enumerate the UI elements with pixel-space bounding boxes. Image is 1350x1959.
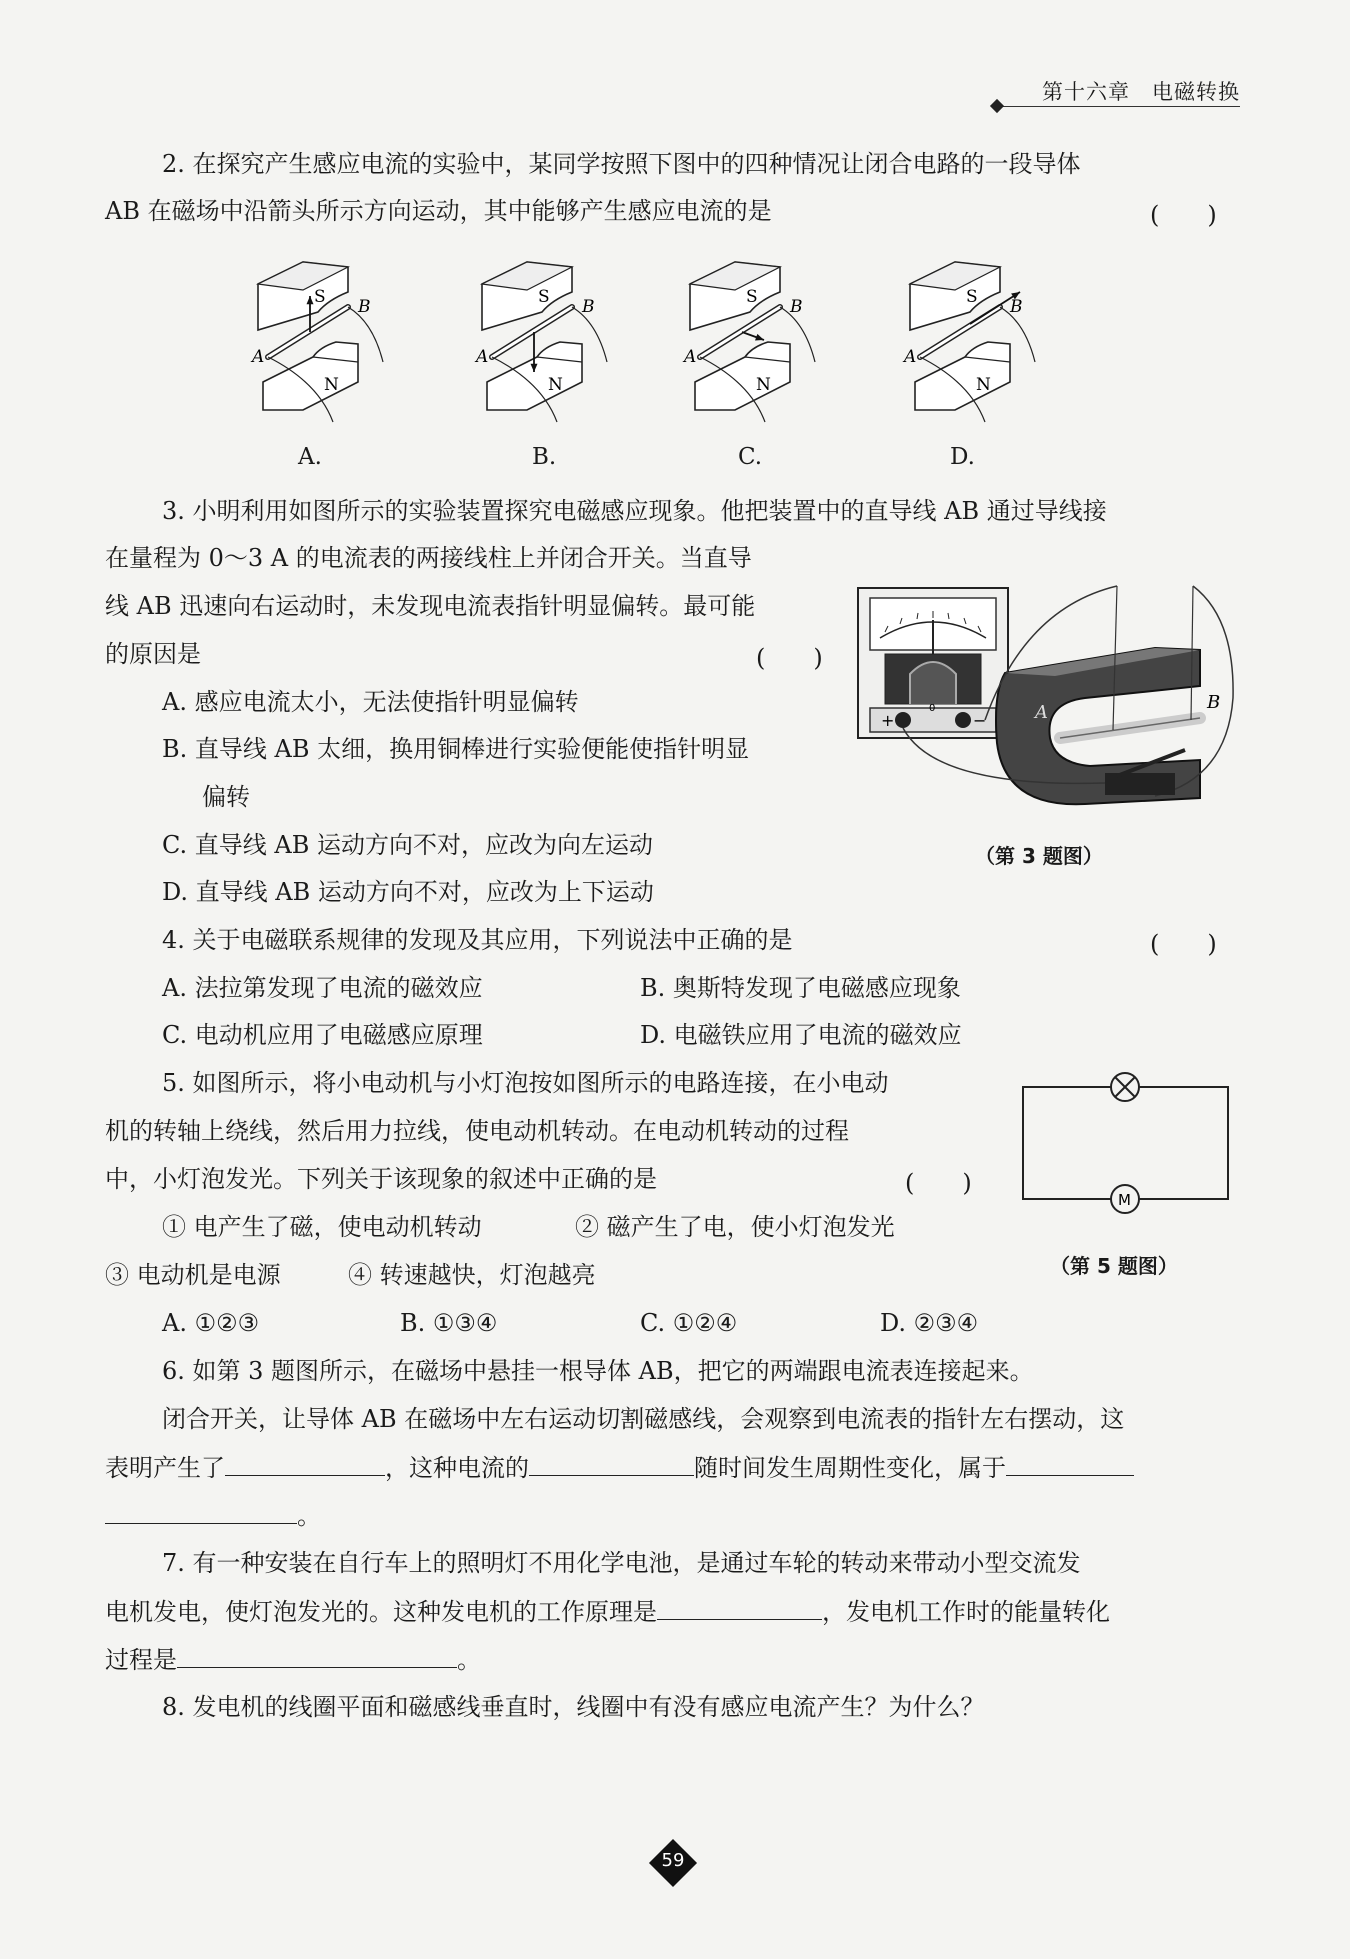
q7-stem-line1: 7. 有一种安装在自行车上的照明灯不用化学电池，是通过车轮的转动来带动小型交流发: [162, 1549, 1081, 1577]
chapter-title: 第十六章 电磁转换: [1042, 80, 1240, 104]
q3-figure-caption: （第 3 题图）: [975, 844, 1103, 868]
switch-base: [1105, 773, 1175, 795]
q2-fig-2-label-b: B: [790, 297, 803, 317]
meter-zero-label: 0: [929, 703, 936, 714]
q5-stem-line3: 中，小灯泡发光。下列关于该现象的叙述中正确的是: [105, 1165, 657, 1193]
q5-stem-line2: 机的转轴上绕线，然后用力拉线，使电动机转动。在电动机转动的过程: [105, 1117, 849, 1145]
q3-stem-line2: 在量程为 0～3 A 的电流表的两接线柱上并闭合开关。当直导: [105, 544, 752, 572]
q4-stem: 4. 关于电磁联系规律的发现及其应用，下列说法中正确的是: [162, 926, 793, 954]
q7-stem-line2: 电机发电，使灯泡发光的。这种发电机的工作原理是 ，发电机工作时的能量转化: [105, 1595, 1110, 1628]
circuit-loop: [1023, 1087, 1228, 1199]
motor-label: M: [1118, 1191, 1131, 1209]
q2-fig-3-label-s: S: [966, 287, 978, 307]
q5-statement-3: ③ 电动机是电源: [105, 1261, 281, 1289]
q4-option-d: D. 电磁铁应用了电流的磁效应: [640, 1021, 962, 1049]
q6-blank-3-cont[interactable]: [105, 1499, 297, 1524]
q7-stem-line3: 过程是 。: [105, 1643, 481, 1676]
q5-statement-2: ② 磁产生了电，使小灯泡发光: [575, 1213, 895, 1241]
q2-fig-3-label-a: A: [904, 347, 917, 367]
q5-statement-1: ① 电产生了磁，使电动机转动: [162, 1213, 482, 1241]
q2-fig-2-label-a: A: [684, 347, 697, 367]
q2-fig-3-label-n: N: [976, 375, 991, 395]
q5-statement-4: ④ 转速越快，灯泡越亮: [348, 1261, 596, 1289]
q6-stem-line4: 。: [105, 1499, 321, 1532]
q2-fig-2-label-s: S: [746, 287, 758, 307]
q3-stem-line4: 的原因是: [105, 640, 201, 668]
q5-option-d: D. ②③④: [880, 1309, 979, 1337]
q3-apparatus-figure: [855, 578, 1245, 808]
q2-fig-2-arrowhead: [755, 334, 764, 341]
q2-stem-line2: AB 在磁场中沿箭头所示方向运动，其中能够产生感应电流的是: [105, 197, 772, 225]
meter-plus-label: +: [881, 711, 895, 730]
q6-stem-line3: 表明产生了 ，这种电流的 随时间发生周期性变化，属于: [105, 1451, 1134, 1484]
q5-answer-paren: ( ): [905, 1169, 972, 1197]
q6-stem-line2: 闭合开关，让导体 AB 在磁场中左右运动切割磁感线，会观察到电流表的指针左右摆动，这: [162, 1405, 1125, 1433]
page-number-badge: [648, 1838, 698, 1888]
q4-option-b: B. 奥斯特发现了电磁感应现象: [640, 974, 961, 1002]
q5-figure-caption: （第 5 题图）: [1050, 1254, 1178, 1278]
q2-fig-0-label-b: B: [358, 297, 371, 317]
q2-fig-0-label-s: S: [314, 287, 326, 307]
q2-fig-2-label-n: N: [756, 375, 771, 395]
q2-fig-label-c: C.: [738, 444, 763, 470]
q2-fig-label-a: A.: [298, 444, 322, 470]
q6-blank-2[interactable]: [529, 1451, 694, 1476]
q5-circuit-figure: [1020, 1075, 1235, 1215]
q3-stem-line1: 3. 小明利用如图所示的实验装置探究电磁感应现象。他把装置中的直导线 AB 通过导线接: [162, 497, 1107, 525]
meter-minus-label: −: [973, 711, 987, 730]
q3-option-b-line1: B. 直导线 AB 太细，换用铜棒进行实验便能使指针明显: [162, 735, 750, 763]
q4-option-c: C. 电动机应用了电磁感应原理: [162, 1021, 483, 1049]
q2-fig-3-label-b: B: [1010, 297, 1023, 317]
q3-option-b-line2: 偏转: [202, 783, 250, 811]
q2-stem-line1: 2. 在探究产生感应电流的实验中，某同学按照下图中的四种情况让闭合电路的一段导体: [162, 150, 1081, 178]
q7-blank-2[interactable]: [177, 1643, 457, 1668]
q6-stem-line1: 6. 如第 3 题图所示，在磁场中悬挂一根导体 AB，把它的两端跟电流表连接起来。: [162, 1357, 1034, 1385]
q6-blank-1[interactable]: [225, 1451, 385, 1476]
rod-label-b: B: [1207, 692, 1221, 713]
page-number: 59: [661, 1850, 685, 1871]
q6-blank-3[interactable]: [1006, 1451, 1134, 1476]
rod-label-a: A: [1035, 702, 1048, 723]
q8-stem: 8. 发电机的线圈平面和磁感线垂直时，线圈中有没有感应电流产生？为什么？: [162, 1693, 985, 1721]
q7-blank-1[interactable]: [657, 1595, 822, 1620]
q5-stem-line1: 5. 如图所示，将小电动机与小灯泡按如图所示的电路连接，在小电动: [162, 1069, 889, 1097]
q2-fig-label-d: D.: [950, 444, 975, 470]
q5-option-c: C. ①②④: [640, 1309, 738, 1337]
q2-fig-0-label-n: N: [324, 375, 339, 395]
q2-answer-paren: ( ): [1150, 201, 1217, 229]
q3-option-c: C. 直导线 AB 运动方向不对，应改为向左运动: [162, 831, 653, 859]
q2-figures: [0, 0, 1350, 480]
q2-fig-0-label-a: A: [252, 347, 265, 367]
q4-answer-paren: ( ): [1150, 930, 1217, 958]
q4-option-a: A. 法拉第发现了电流的磁效应: [162, 974, 483, 1002]
q2-fig-label-b: B.: [532, 444, 557, 470]
q2-fig-1-label-b: B: [582, 297, 595, 317]
q2-fig-1-label-a: A: [476, 347, 489, 367]
q2-fig-1-label-n: N: [548, 375, 563, 395]
q3-answer-paren: ( ): [756, 644, 823, 672]
q3-option-a: A. 感应电流太小，无法使指针明显偏转: [162, 688, 579, 716]
q3-option-d: D. 直导线 AB 运动方向不对，应改为上下运动: [162, 878, 654, 906]
q5-option-a: A. ①②③: [162, 1309, 260, 1337]
q2-fig-1-label-s: S: [538, 287, 550, 307]
q5-option-b: B. ①③④: [400, 1309, 498, 1337]
q3-stem-line3: 线 AB 迅速向右运动时，未发现电流表指针明显偏转。最可能: [105, 592, 756, 620]
